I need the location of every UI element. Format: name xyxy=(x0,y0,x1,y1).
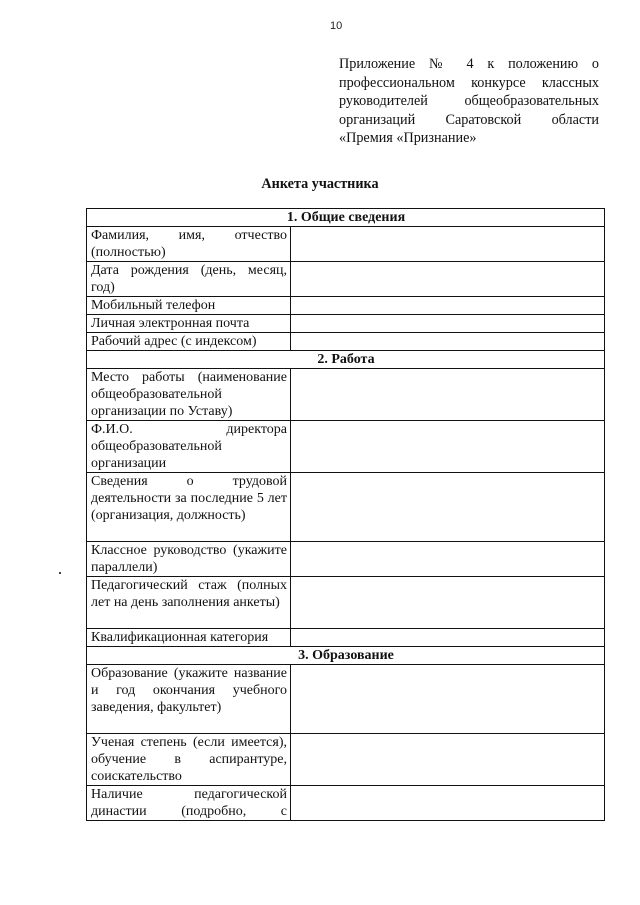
form-row xyxy=(87,369,605,421)
field-label-email: Личная электронная почта xyxy=(87,315,291,333)
form-row xyxy=(87,786,605,821)
field-label-qualification-category: Квалификационная категория xyxy=(87,629,291,647)
field-label-academic-degree: Ученая степень (если имеется), обучение в аспирантуре, соискательство xyxy=(87,734,291,786)
participant-form-table xyxy=(86,208,605,821)
field-value-education[interactable] xyxy=(291,665,605,734)
field-label-teaching-dynasty xyxy=(87,786,291,821)
field-value-employment-history[interactable] xyxy=(291,473,605,542)
form-row xyxy=(87,577,605,629)
section-title-work: 2. Работа xyxy=(87,351,605,369)
form-row xyxy=(87,665,605,734)
form-row xyxy=(87,473,605,542)
field-label-education: Образование (укажите название и год окончания учебного заведения, факультет) xyxy=(87,665,291,734)
form-row xyxy=(87,421,605,473)
field-value-class-guidance[interactable] xyxy=(291,542,605,577)
field-label-employment-history: Сведения о трудовой деятельности за последние 5 лет (организация, должность) xyxy=(87,473,291,542)
field-label-mobile-phone: Мобильный телефон xyxy=(87,297,291,315)
section-title-education: 3. Образование xyxy=(87,647,605,665)
field-label-work-address: Рабочий адрес (с индексом) xyxy=(87,333,291,351)
field-label-birth-date: Дата рождения (день, месяц, год) xyxy=(87,262,291,297)
section-header-row xyxy=(87,351,605,369)
field-label-full-name: Фамилия, имя, отчество (полностью) xyxy=(87,227,291,262)
form-row xyxy=(87,542,605,577)
form-row xyxy=(87,227,605,262)
form-row xyxy=(87,333,605,351)
field-value-birth-date[interactable] xyxy=(291,262,605,297)
field-label-teaching-dynasty-text: Наличие педагогической династии (подробно, с xyxy=(91,787,287,819)
field-value-full-name[interactable] xyxy=(291,227,605,262)
form-row xyxy=(87,734,605,786)
field-value-work-address[interactable] xyxy=(291,333,605,351)
form-row xyxy=(87,297,605,315)
field-label-workplace: Место работы (наименование общеобразовательной организации по Уставу) xyxy=(87,369,291,421)
appendix-note: Приложение № 4 к положению о профессиональном конкурсе классных руководителей общеобразовательных организаций Саратовской области «Премия «Признание» xyxy=(339,56,599,146)
page-number: 10 xyxy=(330,20,343,32)
section-title-general: 1. Общие сведения xyxy=(87,209,605,227)
field-value-workplace[interactable] xyxy=(291,369,605,421)
section-header-row xyxy=(87,647,605,665)
field-value-teaching-experience[interactable] xyxy=(291,577,605,629)
field-value-director-name[interactable] xyxy=(291,421,605,473)
scan-speck xyxy=(59,572,61,574)
field-value-mobile-phone[interactable] xyxy=(291,297,605,315)
section-header-row xyxy=(87,209,605,227)
form-title: Анкета участника xyxy=(261,176,379,192)
field-label-director-name: Ф.И.О. директора общеобразовательной организации xyxy=(87,421,291,473)
field-label-teaching-experience: Педагогический стаж (полных лет на день заполнения анкеты) xyxy=(87,577,291,629)
form-row xyxy=(87,262,605,297)
field-value-teaching-dynasty[interactable] xyxy=(291,786,605,821)
field-value-email[interactable] xyxy=(291,315,605,333)
field-value-academic-degree[interactable] xyxy=(291,734,605,786)
field-value-qualification-category[interactable] xyxy=(291,629,605,647)
form-row xyxy=(87,629,605,647)
form-row xyxy=(87,315,605,333)
field-label-class-guidance: Классное руководство (укажите параллели) xyxy=(87,542,291,577)
